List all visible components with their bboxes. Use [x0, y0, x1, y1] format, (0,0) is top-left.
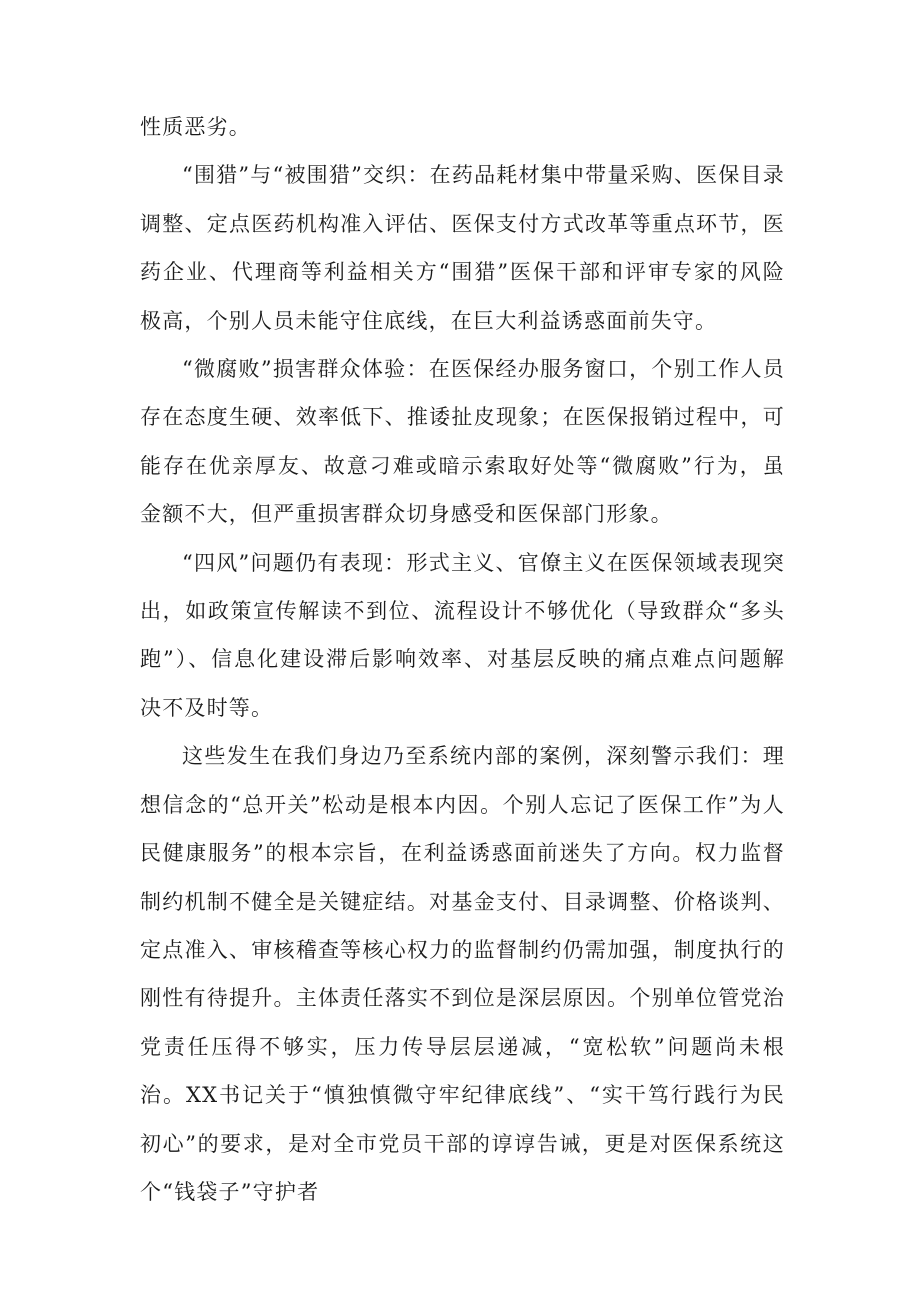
- paragraph-continuation: 性质恶劣。: [140, 115, 251, 139]
- document-body: [140, 103, 785, 1216]
- paragraph-four-styles: “四风”问题仍有表现：形式主义、官僚主义在医保领域表现突出，如政策宣传解读不到位、流程设计不够优化（导致群众“多头跑”）、信息化建设滞后影响效率、对基层反映的痛点难点问题解决不及时等。: [140, 550, 785, 720]
- paragraph-hunting: “围猎”与“被围猎”交织：在药品耗材集中带量采购、医保目录调整、定点医药机构准入评估、医保支付方式改革等重点环节，医药企业、代理商等利益相关方“围猎”医保干部和评审专家的风险极高，个别人员未能守住底线，在巨大利益诱惑面前失守。: [140, 163, 785, 333]
- paragraph-micro-corruption: “微腐败”损害群众体验：在医保经办服务窗口，个别工作人员存在态度生硬、效率低下、推诿扯皮现象；在医保报销过程中，可能存在优亲厚友、故意刁难或暗示索取好处等“微腐败”行为，虽金额不大，但严重损害群众切身感受和医保部门形象。: [140, 357, 785, 527]
- paragraph-warning: 这些发生在我们身边乃至系统内部的案例，深刻警示我们：理想信念的“总开关”松动是根本内因。个别人忘记了医保工作”为人民健康服务”的根本宗旨，在利益诱惑面前迷失了方向。权力监督制约机制不健全是关键症结。对基金支付、目录调整、价格谈判、定点准入、审核稽查等核心权力的监督制约仍需加强，制度执行的刚性有待提升。主体责任落实不到位是深层原因。个别单位管党治党责任压得不够实，压力传导层层递减，“宽松软”问题尚未根治。XX书记关于“慎独慎微守牢纪律底线”、“实干笃行践行为民初心”的要求，是对全市党员干部的谆谆告诫，更是对医保系统这个“钱袋子”守护者: [140, 744, 785, 1204]
